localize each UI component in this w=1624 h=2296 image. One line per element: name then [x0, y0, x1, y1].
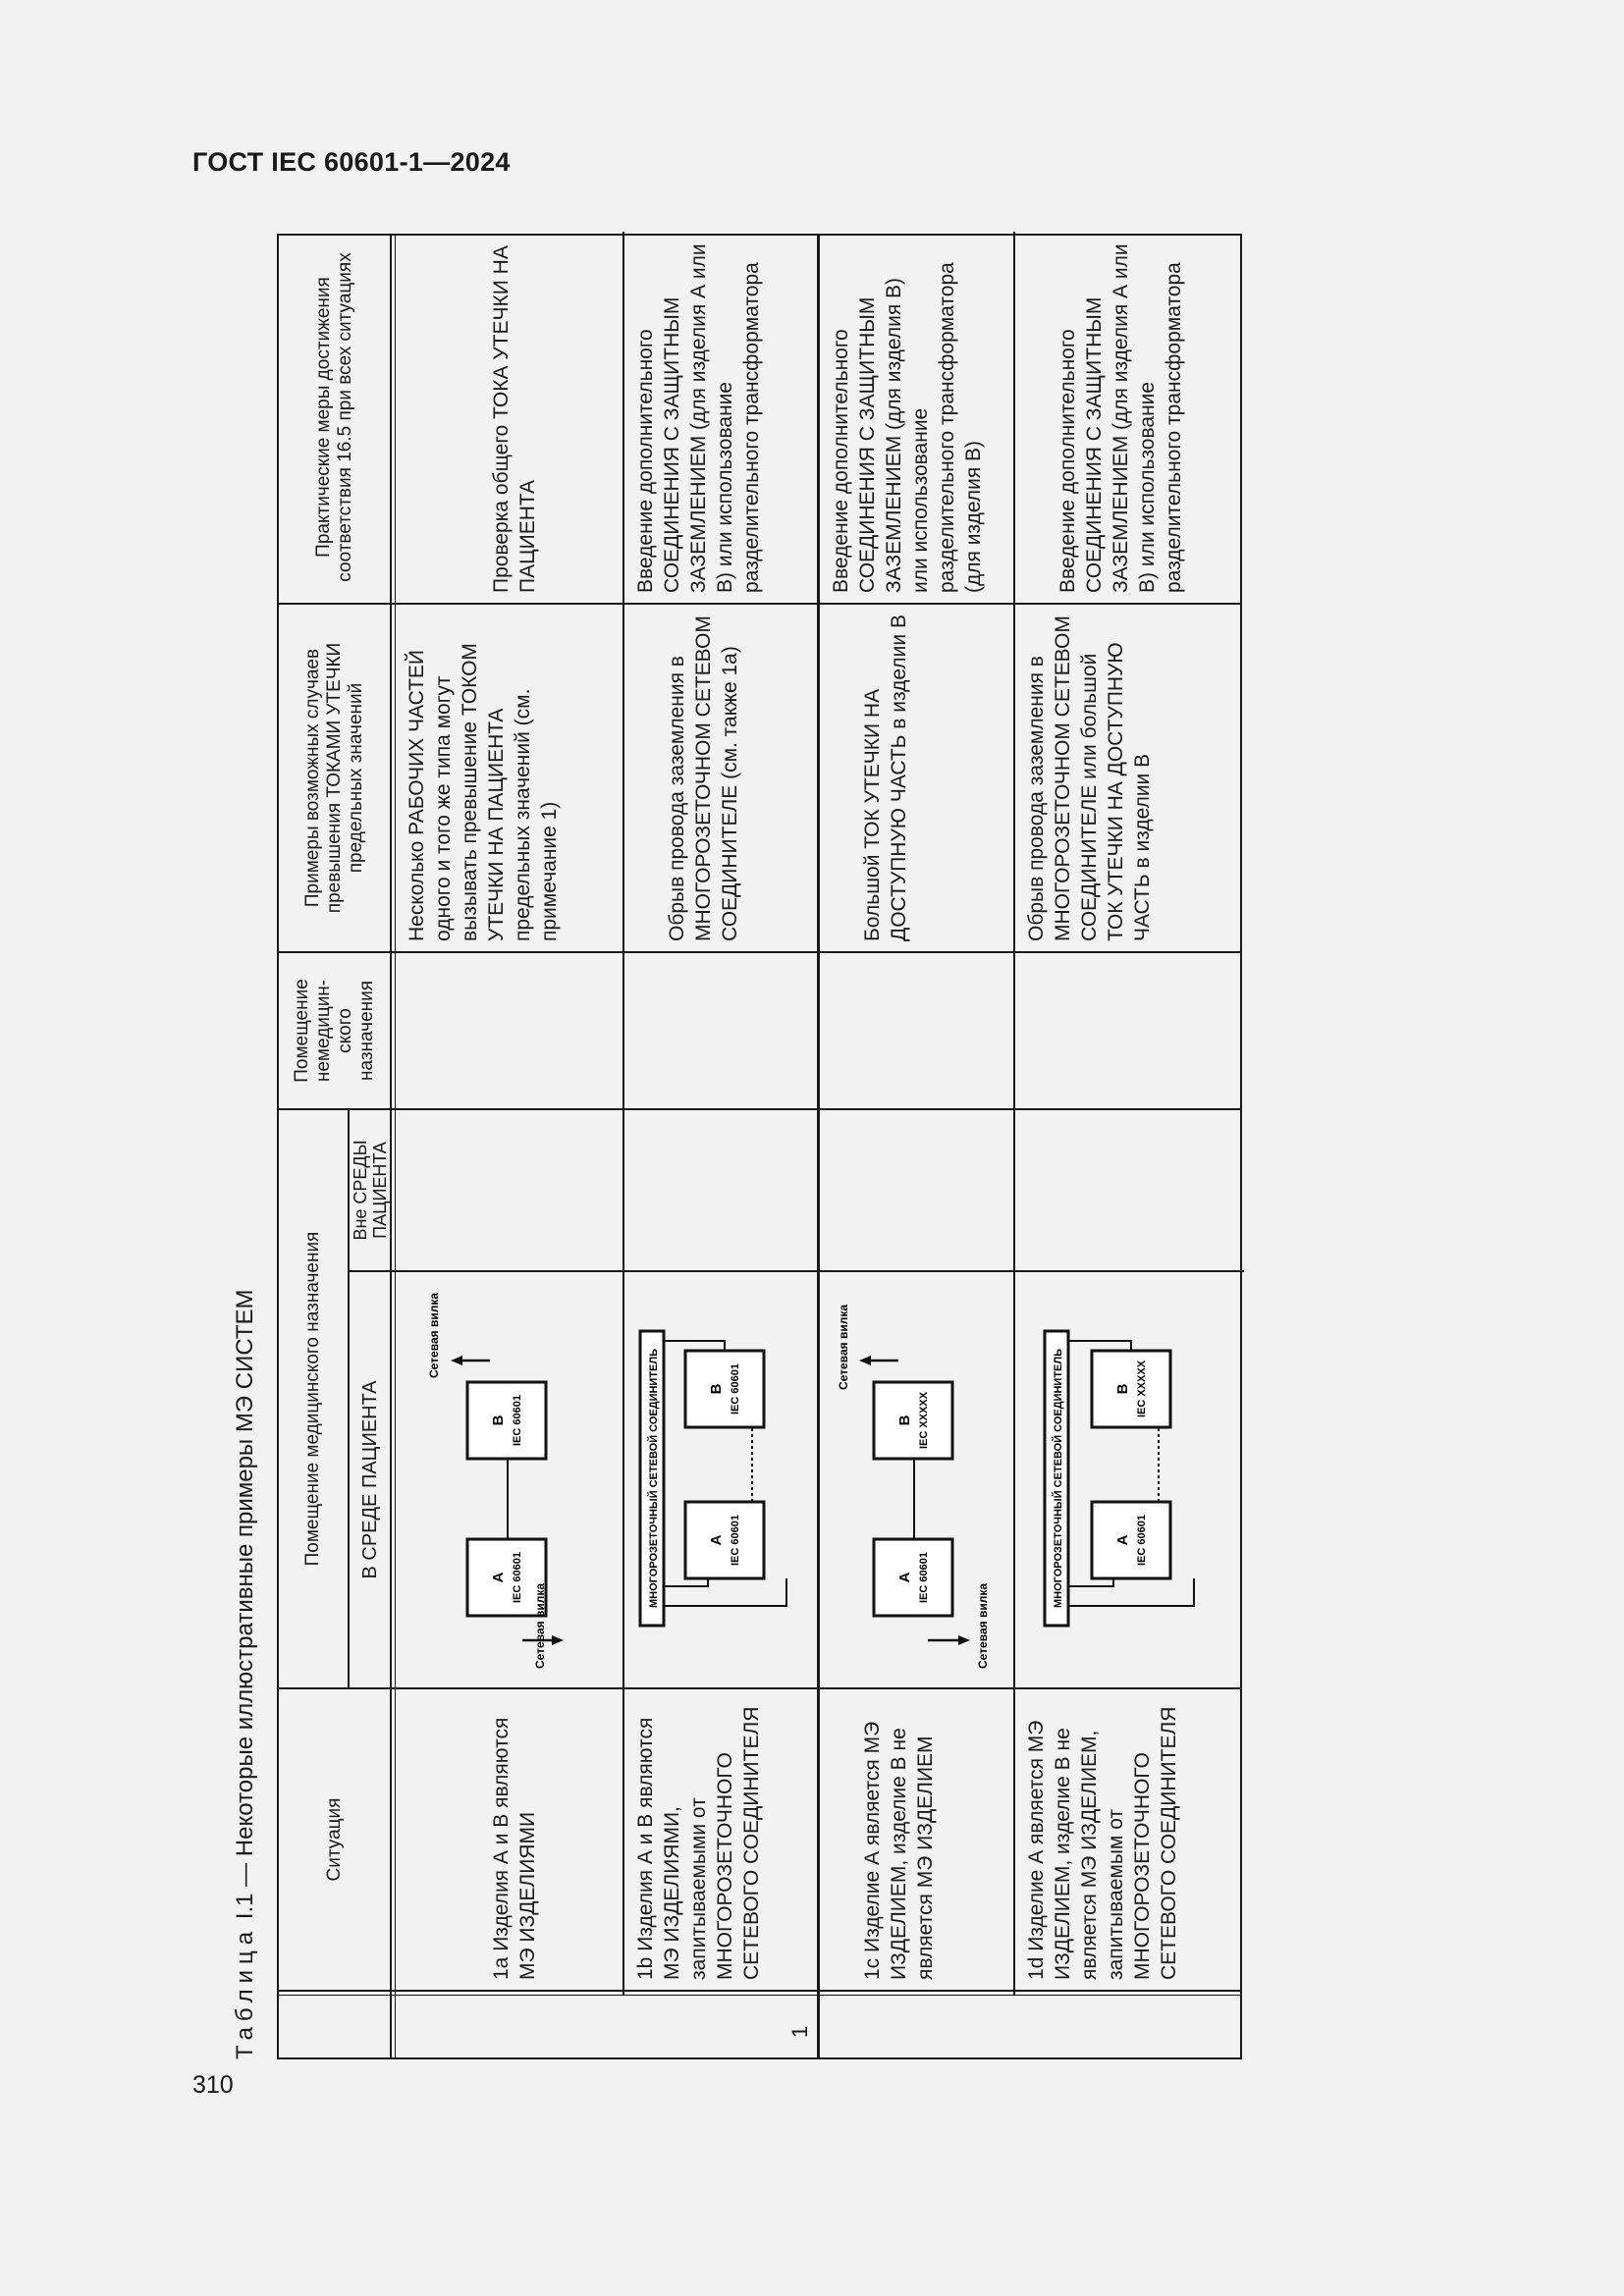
caption-label: Таблица: [232, 1925, 258, 2059]
header-medical-room: Помещение медицинского назначения: [302, 1231, 323, 1567]
document-header: ГОСТ IEC 60601-1—2024: [192, 147, 511, 177]
caption-text: I.1 — Некоторые иллюстративные примеры МЭ СИСТЕМ: [232, 1289, 258, 1926]
device-a-std: IEC 60601: [512, 1552, 523, 1603]
row-1d-examples: Обрыв провода заземления в МНОГОРОЗЕТОЧНОМ СЕТЕВОМ СОЕДИНИТЕЛЕ или большой ТОК УТЕЧКИ НА ДОСТУПНУЮ ЧАСТЬ в изделии В: [1025, 615, 1154, 941]
device-a-std: IEC 60601: [918, 1552, 930, 1603]
header-examples: Примеры возможных случаев превышения ТОКАМИ УТЕЧКИ предельных значений: [301, 642, 366, 914]
device-b-label: B: [490, 1415, 507, 1426]
row-1c-examples: Большой ТОК УТЕЧКИ НА ДОСТУПНУЮ ЧАСТЬ в изделии В: [861, 614, 910, 941]
diagram-1a: [397, 1272, 621, 1684]
device-b-std: IEC 60601: [512, 1395, 523, 1446]
device-a-label: A: [708, 1534, 725, 1546]
row-1c-measures: Введение дополнительного СОЕДИНЕНИЯ С ЗАЩИТНЫМ ЗАЗЕМЛЕНИЕМ (для изделия В) или использование разделительного трансформатора (для изделия В): [830, 262, 985, 593]
device-a-box: [685, 1502, 764, 1578]
row-1d-measures: Введение дополнительного СОЕДИНЕНИЯ С ЗАЩИТНЫМ ЗАЗЕМЛЕНИЕМ (для изделия А или В) или использование разделительного трансформатора: [1056, 243, 1185, 593]
plug-left-label: Сетевая вилка: [976, 1582, 990, 1669]
row-1b-situation: 1b Изделия А и В являются МЭ ИЗДЕЛИЯМИ, запитываемыми от МНОГОРОЗЕТОЧНОГО СЕТЕВОГО СОЕДИНИТЕЛЯ: [634, 1706, 763, 1980]
device-a-box: [874, 1539, 952, 1616]
device-b-label: B: [896, 1415, 913, 1426]
table: [277, 234, 1242, 2059]
plug-left-label: Сетевая вилка: [533, 1582, 547, 1669]
device-a-label: A: [1114, 1534, 1131, 1546]
device-a-std: IEC 60601: [730, 1515, 741, 1566]
device-a-label: A: [490, 1572, 507, 1583]
device-b-std: IEC XXXXX: [918, 1391, 930, 1450]
header-out-patient: Вне СРЕДЫ ПАЦИЕНТА: [350, 1140, 390, 1241]
device-a-std: IEC 60601: [1136, 1515, 1148, 1566]
row-1a-situation: 1a Изделия А и В являются МЭ ИЗДЕЛИЯМИ: [490, 1717, 539, 1980]
table-caption: [226, 234, 265, 2059]
rotated-table-block: [226, 234, 1203, 2059]
connector-label: МНОГОРОЗЕТОЧНЫЙ СЕТЕВОЙ СОЕДИНИТЕЛЬ: [1053, 1348, 1064, 1609]
device-a-box: [1092, 1502, 1170, 1578]
row-1b-measures: Введение дополнительного СОЕДИНЕНИЯ С ЗАЩИТНЫМ ЗАЗЕМЛЕНИЕМ (для изделия А или В) или использование разделительного трансформатора: [634, 243, 763, 593]
row-1d-situation: 1d Изделие А является МЭ ИЗДЕЛИЕМ, изделие В не является МЭ ИЗДЕЛИЕМ, запитываемым от МНОГОРОЗЕТОЧНОГО СЕТЕВОГО СОЕДИНИТЕЛЯ: [1025, 1706, 1180, 1980]
device-b-box: [685, 1351, 764, 1427]
diagram-1d: [1015, 1272, 1244, 1684]
plug-right-label: Сетевая вилка: [837, 1304, 850, 1390]
device-a-label: A: [896, 1572, 913, 1583]
connector-label: МНОГОРОЗЕТОЧНЫЙ СЕТЕВОЙ СОЕДИНИТЕЛЬ: [648, 1348, 660, 1609]
device-b-label: B: [708, 1383, 725, 1395]
device-b-std: IEC XXXXX: [1136, 1360, 1148, 1418]
header-situation: Ситуация: [323, 1797, 345, 1882]
row-1a-measures: Проверка общего ТОКА УТЕЧКИ НА ПАЦИЕНТА: [490, 245, 539, 593]
diagram-1c: [820, 1272, 1013, 1684]
header-in-patient: В СРЕДЕ ПАЦИЕНТА: [358, 1380, 381, 1579]
row-1b-examples: Обрыв провода заземления в МНОГОРОЗЕТОЧНОМ СЕТЕВОМ СОЕДИНИТЕЛЕ (см. также 1a): [666, 615, 741, 941]
row-1a-examples: Несколько РАБОЧИХ ЧАСТЕЙ одного и того же типа могут вызывать превышение ТОКОМ УТЕЧКИ НА ПАЦИЕНТА предельных значений (см. примечание 1): [406, 643, 561, 941]
plug-right-label: Сетевая вилка: [427, 1292, 441, 1378]
row-1c-situation: 1c Изделие А является МЭ ИЗДЕЛИЕМ, изделие В не является МЭ ИЗДЕЛИЕМ: [861, 1721, 937, 1980]
device-b-box: [1092, 1351, 1170, 1427]
header-non-medical: Помещение немедицин-ского назначения: [291, 979, 377, 1083]
diagram-1b: [624, 1272, 817, 1684]
device-b-std: IEC 60601: [730, 1363, 741, 1415]
page-number: 310: [192, 2071, 234, 2099]
device-b-box: [467, 1382, 546, 1459]
header-measures: Практические меры достижения соответствия 16.5 при всех ситуациях: [312, 252, 355, 582]
group-number: 1: [787, 2025, 812, 2038]
device-b-label: B: [1114, 1383, 1131, 1395]
device-b-box: [874, 1382, 952, 1459]
